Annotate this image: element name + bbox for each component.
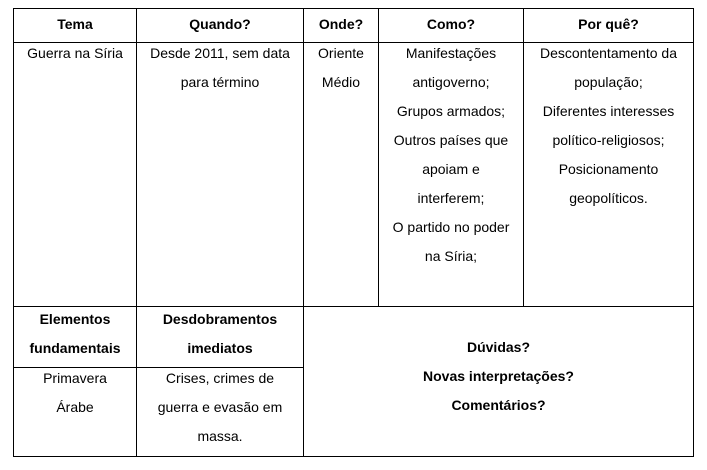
- como-line: Outros países que: [393, 132, 509, 148]
- elementos-header-line: fundamentais: [29, 340, 121, 356]
- tema-text: Guerra na Síria: [27, 45, 123, 61]
- elementos-line: Primavera: [43, 370, 107, 386]
- cell-reflection: [304, 333, 693, 420]
- desdobramentos-line: massa.: [197, 428, 243, 444]
- como-line: antigoverno;: [412, 74, 490, 90]
- porque-line: Diferentes interesses: [542, 103, 675, 119]
- porque-line: geopolíticos.: [569, 190, 648, 206]
- como-line: Manifestações: [405, 45, 497, 61]
- quando-line: Desde 2011, sem data: [150, 45, 290, 61]
- como-line: na Síria;: [424, 248, 478, 264]
- header-tema: Tema: [57, 16, 93, 32]
- table-border-bottom: [13, 456, 694, 457]
- header-quando: Quando?: [189, 16, 251, 32]
- como-line: interferem;: [417, 190, 485, 206]
- como-line: apoiam e: [422, 161, 480, 177]
- cell-tema: [14, 39, 136, 68]
- cell-desdobramentos: [137, 364, 303, 451]
- cell-onde: [304, 39, 378, 97]
- elementos-line: Árabe: [56, 399, 94, 415]
- cell-elementos: [14, 364, 136, 422]
- porque-line: Posicionamento: [558, 161, 659, 177]
- header-desdobramentos: [137, 305, 303, 363]
- porque-line: população;: [574, 74, 643, 90]
- reflection-line: Dúvidas?: [466, 339, 530, 355]
- elementos-header-line: Elementos: [39, 311, 111, 327]
- onde-line: Médio: [321, 74, 361, 90]
- como-line: Grupos armados;: [396, 103, 506, 119]
- reflection-line: Comentários?: [451, 397, 546, 413]
- reflection-line: Novas interpretações?: [423, 368, 574, 384]
- cell-quando: [137, 39, 303, 97]
- table-border-top: [13, 8, 694, 9]
- header-porque: Por quê?: [578, 16, 639, 32]
- header-como: Como?: [426, 16, 476, 32]
- table-border-right: [693, 8, 694, 457]
- header-elementos: [14, 305, 136, 363]
- desdobramentos-header-line: imediatos: [187, 340, 253, 356]
- quando-line: para término: [180, 74, 260, 90]
- como-line: O partido no poder: [392, 219, 510, 235]
- desdobramentos-line: guerra e evasão em: [157, 399, 283, 415]
- porque-line: Descontentamento da: [540, 45, 677, 61]
- cell-porque: [524, 39, 693, 213]
- cell-como: [379, 39, 523, 271]
- onde-line: Oriente: [318, 45, 364, 61]
- header-onde: Onde?: [318, 16, 364, 32]
- porque-line: político-religiosos;: [552, 132, 665, 148]
- analysis-table: [13, 8, 694, 457]
- desdobramentos-header-line: Desdobramentos: [162, 311, 278, 327]
- desdobramentos-line: Crises, crimes de: [165, 370, 275, 386]
